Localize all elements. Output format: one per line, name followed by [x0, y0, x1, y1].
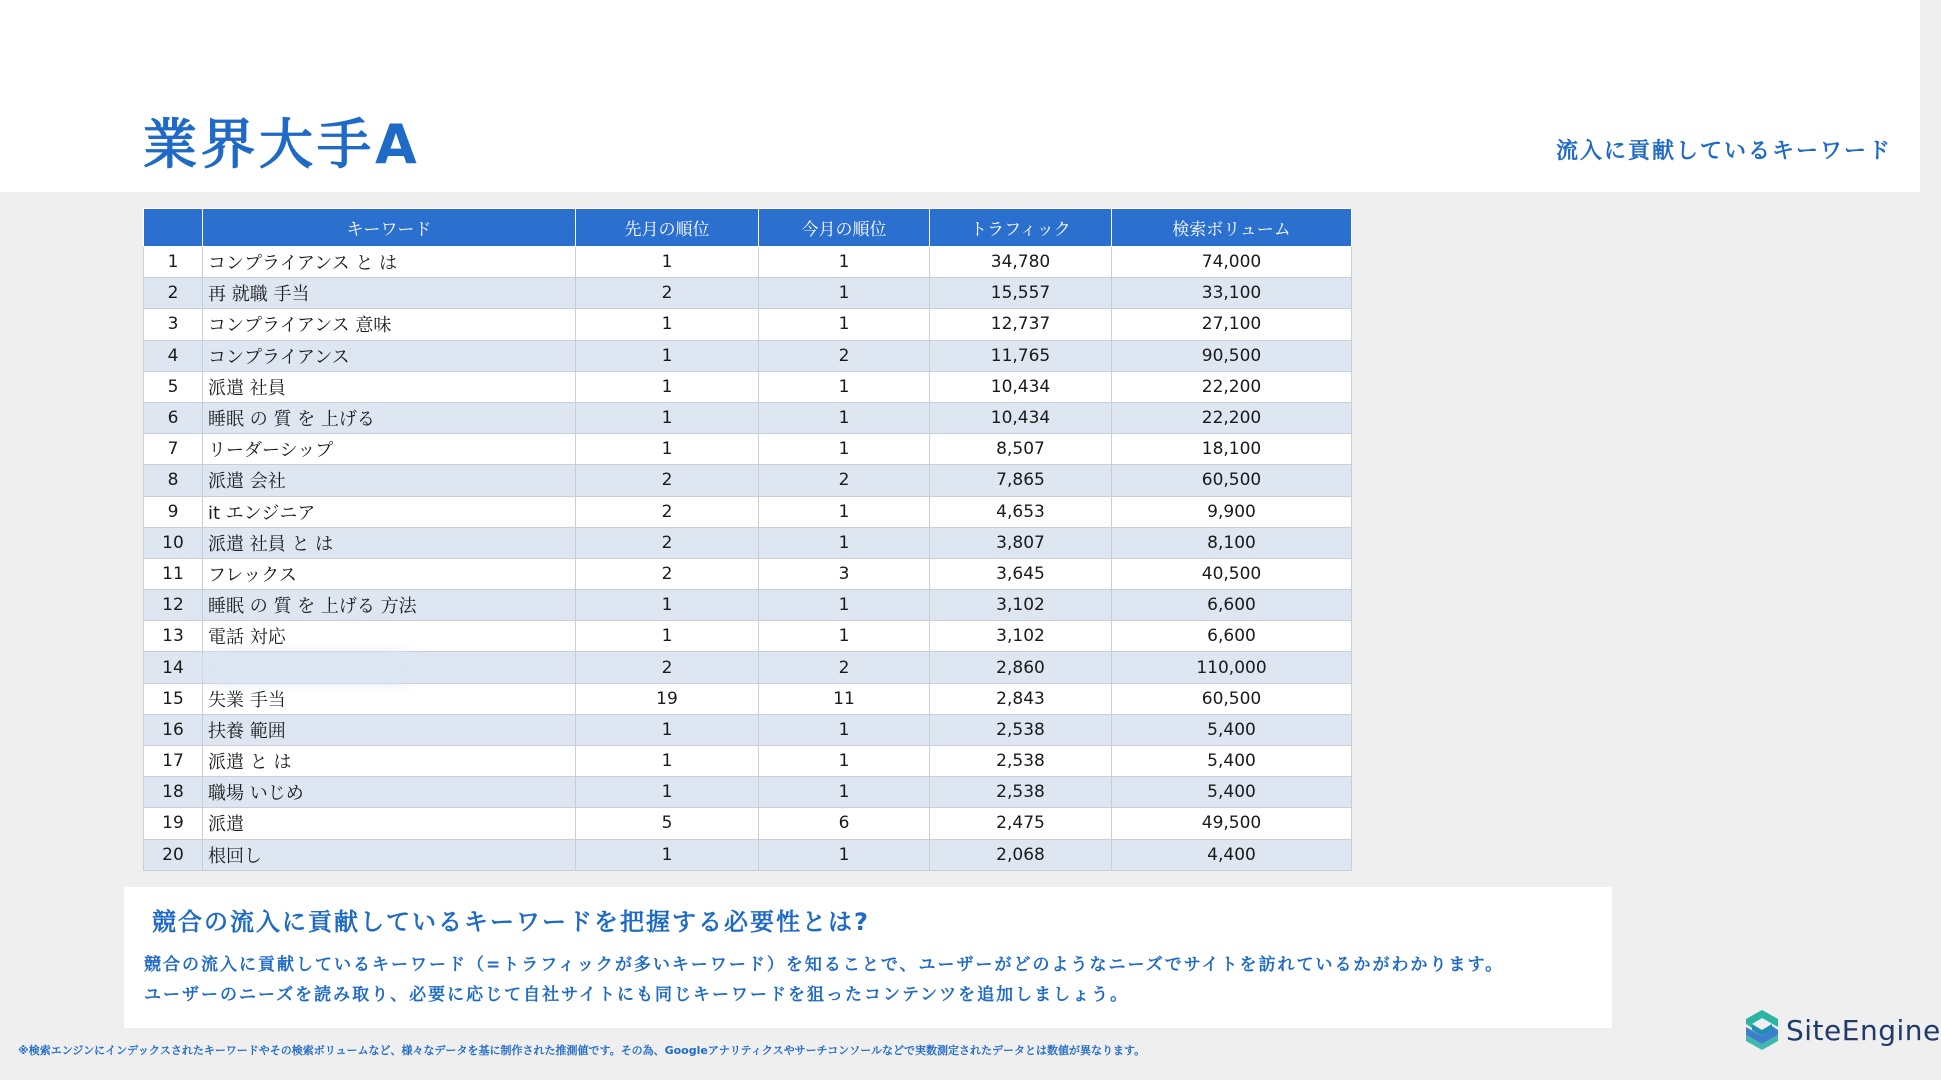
- row-number-cell: 7: [144, 434, 203, 465]
- this-month-rank-cell: 1: [759, 621, 930, 652]
- row-number-cell: 15: [144, 683, 203, 714]
- row-number-cell: 11: [144, 558, 203, 589]
- keyword-cell: コンプライアンス: [203, 340, 576, 371]
- traffic-cell: 11,765: [930, 340, 1112, 371]
- table-row: [144, 652, 1352, 683]
- this-month-rank-cell: 1: [759, 496, 930, 527]
- table-row: [144, 371, 1352, 402]
- traffic-cell: 3,102: [930, 590, 1112, 621]
- row-number-cell: 8: [144, 465, 203, 496]
- keyword-cell: 職場 いじめ: [203, 777, 576, 808]
- last-month-rank-cell: 2: [576, 652, 759, 683]
- this-month-rank-cell: 1: [759, 247, 930, 278]
- last-month-rank-cell: 1: [576, 309, 759, 340]
- keyword-cell: リーダーシップ: [203, 434, 576, 465]
- last-month-rank-cell: 1: [576, 371, 759, 402]
- traffic-cell: 15,557: [930, 278, 1112, 309]
- traffic-cell: 3,807: [930, 527, 1112, 558]
- row-number-cell: 17: [144, 746, 203, 777]
- last-month-rank-cell: 5: [576, 808, 759, 839]
- search-volume-cell: 22,200: [1112, 371, 1352, 402]
- table-header-row: [144, 209, 1352, 247]
- search-volume-cell: 90,500: [1112, 340, 1352, 371]
- traffic-cell: 2,860: [930, 652, 1112, 683]
- traffic-cell: 8,507: [930, 434, 1112, 465]
- row-number-cell: 13: [144, 621, 203, 652]
- this-month-rank-cell: 1: [759, 371, 930, 402]
- this-month-rank-cell: 2: [759, 465, 930, 496]
- last-month-rank-cell: 1: [576, 434, 759, 465]
- search-volume-cell: 6,600: [1112, 590, 1352, 621]
- last-month-rank-cell: 1: [576, 621, 759, 652]
- last-month-rank-cell: 1: [576, 590, 759, 621]
- table-row: [144, 434, 1352, 465]
- traffic-cell: 2,538: [930, 746, 1112, 777]
- info-title: 競合の流入に貢献しているキーワードを把握する必要性とは?: [152, 908, 870, 936]
- column-header-number: [144, 209, 203, 247]
- keyword-cell: 派遣 会社: [203, 465, 576, 496]
- last-month-rank-cell: 2: [576, 558, 759, 589]
- keyword-cell: 派遣 社員 と は: [203, 527, 576, 558]
- traffic-cell: 34,780: [930, 247, 1112, 278]
- last-month-rank-cell: 1: [576, 839, 759, 870]
- last-month-rank-cell: 2: [576, 465, 759, 496]
- table-row: [144, 278, 1352, 309]
- row-number-cell: 3: [144, 309, 203, 340]
- traffic-cell: 10,434: [930, 371, 1112, 402]
- table-row: [144, 590, 1352, 621]
- keyword-cell: it エンジニア: [203, 496, 576, 527]
- logo-text: SiteEngine: [1786, 1013, 1941, 1047]
- row-number-cell: 4: [144, 340, 203, 371]
- search-volume-cell: 60,500: [1112, 465, 1352, 496]
- last-month-rank-cell: 19: [576, 683, 759, 714]
- search-volume-cell: 110,000: [1112, 652, 1352, 683]
- siteengine-logo-icon: [1744, 1009, 1780, 1051]
- keyword-cell: フレックス: [203, 558, 576, 589]
- last-month-rank-cell: 1: [576, 247, 759, 278]
- keyword-cell: 派遣 社員: [203, 371, 576, 402]
- row-number-cell: 10: [144, 527, 203, 558]
- table-row: [144, 714, 1352, 745]
- this-month-rank-cell: 1: [759, 777, 930, 808]
- this-month-rank-cell: 1: [759, 746, 930, 777]
- last-month-rank-cell: 1: [576, 777, 759, 808]
- page-subtitle: 流入に貢献しているキーワード: [1555, 139, 1892, 164]
- traffic-cell: 7,865: [930, 465, 1112, 496]
- traffic-cell: 4,653: [930, 496, 1112, 527]
- redacted-keyword: [208, 658, 408, 678]
- keyword-cell: 睡眠 の 質 を 上げる 方法: [203, 590, 576, 621]
- traffic-cell: 12,737: [930, 309, 1112, 340]
- table-row: [144, 402, 1352, 433]
- search-volume-cell: 27,100: [1112, 309, 1352, 340]
- keyword-cell: 派遣 と は: [203, 746, 576, 777]
- table-row: [144, 839, 1352, 870]
- this-month-rank-cell: 2: [759, 652, 930, 683]
- this-month-rank-cell: 6: [759, 808, 930, 839]
- this-month-rank-cell: 1: [759, 839, 930, 870]
- this-month-rank-cell: 1: [759, 590, 930, 621]
- last-month-rank-cell: 2: [576, 278, 759, 309]
- traffic-cell: 10,434: [930, 402, 1112, 433]
- search-volume-cell: 8,100: [1112, 527, 1352, 558]
- table-row: [144, 777, 1352, 808]
- row-number-cell: 5: [144, 371, 203, 402]
- traffic-cell: 2,843: [930, 683, 1112, 714]
- search-volume-cell: 22,200: [1112, 402, 1352, 433]
- row-number-cell: 2: [144, 278, 203, 309]
- traffic-cell: 2,475: [930, 808, 1112, 839]
- traffic-cell: 3,645: [930, 558, 1112, 589]
- last-month-rank-cell: 1: [576, 340, 759, 371]
- keyword-table-container: [143, 208, 1351, 872]
- table-row: [144, 621, 1352, 652]
- row-number-cell: 19: [144, 808, 203, 839]
- column-header-search-volume: 検索ボリューム: [1112, 209, 1352, 247]
- row-number-cell: 6: [144, 402, 203, 433]
- keyword-cell: 電話 対応: [203, 621, 576, 652]
- keyword-cell: コンプライアンス と は: [203, 247, 576, 278]
- keyword-table: [143, 208, 1352, 871]
- table-row: [144, 683, 1352, 714]
- row-number-cell: 20: [144, 839, 203, 870]
- column-header-traffic: トラフィック: [930, 209, 1112, 247]
- keyword-cell: 失業 手当: [203, 683, 576, 714]
- info-box: [124, 887, 1612, 1028]
- row-number-cell: 18: [144, 777, 203, 808]
- table-row: [144, 309, 1352, 340]
- last-month-rank-cell: 2: [576, 496, 759, 527]
- search-volume-cell: 6,600: [1112, 621, 1352, 652]
- table-row: [144, 247, 1352, 278]
- keyword-cell: 派遣: [203, 808, 576, 839]
- table-row: [144, 340, 1352, 371]
- row-number-cell: 16: [144, 714, 203, 745]
- this-month-rank-cell: 1: [759, 402, 930, 433]
- header-bar: [0, 0, 1920, 192]
- row-number-cell: 12: [144, 590, 203, 621]
- search-volume-cell: 33,100: [1112, 278, 1352, 309]
- table-body: [144, 247, 1352, 871]
- this-month-rank-cell: 1: [759, 714, 930, 745]
- row-number-cell: 1: [144, 247, 203, 278]
- table-row: [144, 558, 1352, 589]
- table-row: [144, 808, 1352, 839]
- search-volume-cell: 5,400: [1112, 714, 1352, 745]
- this-month-rank-cell: 1: [759, 309, 930, 340]
- search-volume-cell: 60,500: [1112, 683, 1352, 714]
- column-header-keyword: キーワード: [203, 209, 576, 247]
- info-text-line-1: 競合の流入に貢献しているキーワード（=トラフィックが多いキーワード）を知ることで、ユーザーがどのようなニーズでサイトを訪れているかがわかります。: [144, 955, 1505, 975]
- last-month-rank-cell: 1: [576, 714, 759, 745]
- table-row: [144, 465, 1352, 496]
- last-month-rank-cell: 1: [576, 746, 759, 777]
- keyword-cell: [203, 652, 576, 683]
- table-row: [144, 496, 1352, 527]
- last-month-rank-cell: 1: [576, 402, 759, 433]
- keyword-cell: コンプライアンス 意味: [203, 309, 576, 340]
- this-month-rank-cell: 1: [759, 434, 930, 465]
- siteengine-logo: [1744, 1008, 1941, 1052]
- traffic-cell: 3,102: [930, 621, 1112, 652]
- last-month-rank-cell: 2: [576, 527, 759, 558]
- this-month-rank-cell: 1: [759, 278, 930, 309]
- search-volume-cell: 49,500: [1112, 808, 1352, 839]
- keyword-cell: 根回し: [203, 839, 576, 870]
- page-title: 業界大手A: [143, 113, 421, 176]
- info-text-line-2: ユーザーのニーズを読み取り、必要に応じて自社サイトにも同じキーワードを狙ったコンテンツを追加しましょう。: [144, 985, 1130, 1005]
- column-header-last-month-rank: 先月の順位: [576, 209, 759, 247]
- row-number-cell: 14: [144, 652, 203, 683]
- search-volume-cell: 5,400: [1112, 746, 1352, 777]
- this-month-rank-cell: 2: [759, 340, 930, 371]
- search-volume-cell: 9,900: [1112, 496, 1352, 527]
- footnote: ※検索エンジンにインデックスされたキーワードやその検索ボリュームなど、様々なデータを基に制作された推測値です。その為、Googleアナリティクスやサーチコンソールなどで実数測定されたデータとは数値が異なります。: [18, 1044, 1146, 1057]
- keyword-cell: 再 就職 手当: [203, 278, 576, 309]
- traffic-cell: 2,068: [930, 839, 1112, 870]
- table-row: [144, 527, 1352, 558]
- this-month-rank-cell: 1: [759, 527, 930, 558]
- keyword-cell: 睡眠 の 質 を 上げる: [203, 402, 576, 433]
- this-month-rank-cell: 3: [759, 558, 930, 589]
- search-volume-cell: 4,400: [1112, 839, 1352, 870]
- traffic-cell: 2,538: [930, 714, 1112, 745]
- keyword-cell: 扶養 範囲: [203, 714, 576, 745]
- search-volume-cell: 74,000: [1112, 247, 1352, 278]
- row-number-cell: 9: [144, 496, 203, 527]
- traffic-cell: 2,538: [930, 777, 1112, 808]
- this-month-rank-cell: 11: [759, 683, 930, 714]
- search-volume-cell: 40,500: [1112, 558, 1352, 589]
- table-row: [144, 746, 1352, 777]
- search-volume-cell: 18,100: [1112, 434, 1352, 465]
- search-volume-cell: 5,400: [1112, 777, 1352, 808]
- column-header-this-month-rank: 今月の順位: [759, 209, 930, 247]
